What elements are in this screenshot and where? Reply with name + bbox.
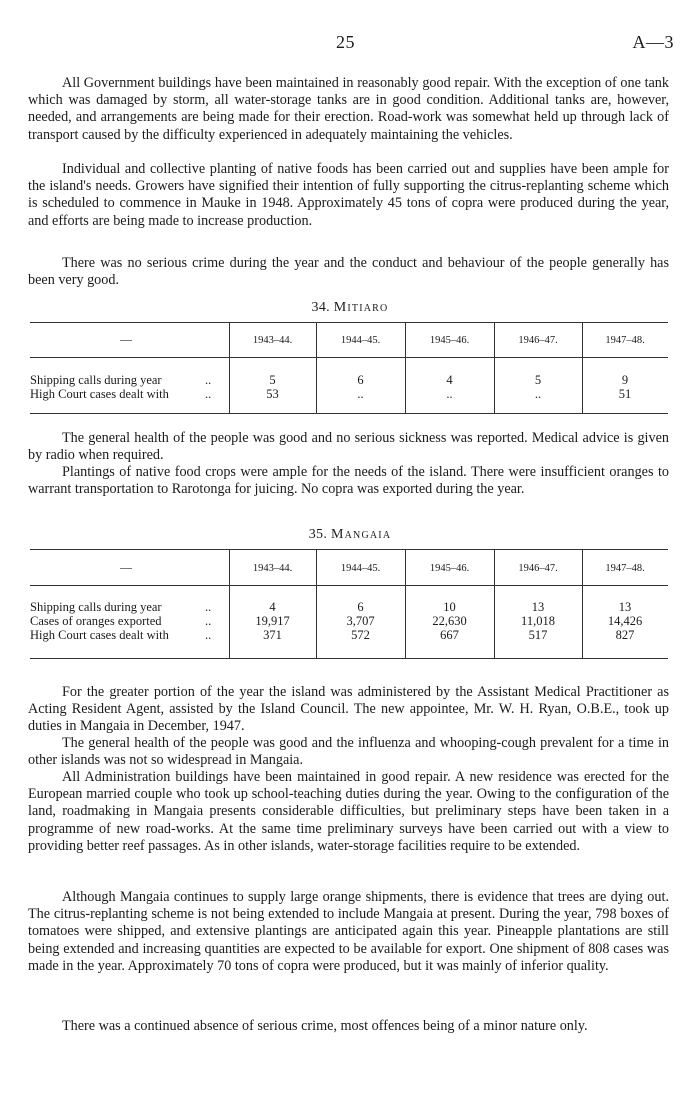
table-cell: 667 (440, 628, 459, 642)
paragraph-health-mangaia: The general health of the people was good and the influenza and whooping-cough prevalent for a time in other islands was not so widespread in Mangaia. (28, 735, 669, 769)
paragraph-health-mitiaro: The general health of the people was good and no serious sickness was reported. Medical advice is given by radio when required. (28, 430, 669, 464)
table-cell: 51 (618, 387, 632, 401)
table-title-mitiaro (0, 300, 700, 316)
row-label (30, 600, 212, 615)
table-bottom-rule (30, 658, 668, 659)
table-cell-empty: .. (534, 387, 542, 401)
row-label (30, 373, 212, 388)
column-header: 1946–47. (518, 563, 558, 574)
table-heading-island: Mangaia (330, 527, 392, 542)
table-top-rule (30, 549, 668, 550)
table-cell-empty: .. (446, 387, 453, 401)
paragraph-native-foods-copra: Individual and collective planting of native foods has been carried out and supplies have been ample for the island's needs. Growers have signified their intention of fully supporting the citrus-replanting scheme which is scheduled to commence in Mauke in 1948. Approximately 45 tons of copra were produced during the year, and efforts are being made to increase production. (28, 161, 669, 229)
row-label-text: High Court cases dealt with (30, 387, 169, 401)
row-label (30, 628, 212, 643)
table-cell: 572 (351, 628, 370, 642)
column-header: 1947–48. (605, 335, 645, 346)
table-cell: 10 (443, 600, 456, 614)
paragraph-crime-conduct: There was no serious crime during the year and the conduct and behaviour of the people generally has been very good. (28, 255, 669, 289)
table-bottom-rule (30, 413, 668, 414)
dot-leader: .. (205, 628, 212, 642)
table-cell: 827 (615, 628, 635, 642)
table-cell: 4 (269, 600, 276, 614)
paragraph-buildings-tanks: All Government buildings have been maintained in reasonably good repair. With the exception of one tank which was damaged by storm, all water-storage tanks are in good condition. Additional tanks are, however, needed, and arrangements are being made for their erection. Road-work was somewhat held up through lack of transport caused by the difficulty experienced in adequately maintaining the vehicles. (28, 75, 669, 143)
table-cell: 11,018 (521, 614, 555, 628)
table-cell: 14,426 (607, 614, 643, 628)
table-cell: 6 (357, 600, 364, 614)
page-number: 25 (336, 32, 355, 52)
column-header: 1946–47. (518, 335, 558, 346)
table-corner-dash: — (120, 332, 132, 346)
row-label (30, 614, 212, 629)
table-number: 34. (311, 300, 330, 315)
column-header: 1944–45. (340, 335, 381, 346)
table-cell: 5 (534, 373, 542, 387)
column-header: 1943–44. (252, 563, 293, 574)
dot-leader: .. (205, 600, 212, 614)
table-title-mangaia (0, 527, 700, 543)
row-label-text: Shipping calls during year (30, 600, 162, 614)
table-top-rule (30, 322, 668, 323)
table-cell: 371 (263, 628, 282, 642)
dot-leader: .. (205, 373, 212, 387)
table-cell: 19,917 (255, 614, 290, 628)
column-header: 1947–48. (605, 563, 645, 574)
table-number: 35. (308, 527, 328, 542)
table-cell: 13 (618, 600, 632, 614)
column-header: 1944–45. (340, 563, 381, 574)
column-header: 1945–46. (429, 335, 470, 346)
table-header-rule (30, 357, 668, 358)
table-cell: 3,707 (346, 614, 375, 628)
table-cell: 6 (357, 373, 364, 387)
table-corner-dash: — (120, 560, 132, 574)
paragraph-administration-mangaia: For the greater portion of the year the island was administered by the Assistant Medical Practitioner as Acting Resident Agent, assisted by the Island Council. The new appointee, Mr. W. H. Ryan, O.B.E., took up duties in Mangaia in December, 1947. (28, 684, 669, 735)
paragraph-crime-mangaia: There was a continued absence of serious crime, most offences being of a minor nature only. (62, 1018, 588, 1034)
document-reference: A—3 (632, 32, 674, 52)
table-cell: 53 (266, 387, 279, 401)
row-label-text: Cases of oranges exported (30, 614, 162, 628)
paragraph-plantings-oranges: Plantings of native food crops were ample for the needs of the island. There were insufficient oranges to warrant transportation to Rarotonga for juicing. No copra was exported during the year. (28, 464, 669, 498)
row-label-text: Shipping calls during year (30, 373, 162, 387)
table-cell: 517 (528, 628, 548, 642)
table-heading-island: Mitiaro (333, 300, 389, 315)
table-cell: 9 (621, 373, 629, 387)
table-cell: 22,630 (432, 614, 467, 628)
row-label (30, 387, 212, 402)
dot-leader: .. (205, 614, 212, 628)
table-cell: 13 (531, 600, 545, 614)
table-header-rule (30, 585, 668, 586)
table-cell-empty: .. (357, 387, 364, 401)
paragraph-oranges-tomatoes-copra: Although Mangaia continues to supply large orange shipments, there is evidence that trees are dying out. The citrus-replanting scheme is not being extended to include Mangaia at present. During the year, 798 boxes of tomatoes were shipped, and extensive plantings are anticipated again this year. Pineapple plantations are still being extended and increasing quantities are expected to be available for export. One shipment of 808 cases was made in the year. Approximately 70 tons of copra were produced, but it was mainly of inferior quality. (28, 889, 669, 974)
column-header: 1945–46. (429, 563, 470, 574)
dot-leader: .. (205, 387, 212, 401)
row-label-text: High Court cases dealt with (30, 628, 169, 642)
paragraph-buildings-roads: All Administration buildings have been maintained in good repair. A new residence was erected for the European married couple who took up school-teaching duties during the year. Owing to the configuration of the land, roadmaking in Mangaia presents considerable difficulties, but preliminary steps have been taken in a programme of new road-works. At the same time preliminary surveys have been carried out with a view to providing better reef passages. As in other islands, water-storage facilities require to be extended. (28, 769, 669, 854)
column-header: 1943–44. (252, 335, 293, 346)
table-cell: 4 (446, 373, 453, 387)
table-cell: 5 (269, 373, 276, 387)
